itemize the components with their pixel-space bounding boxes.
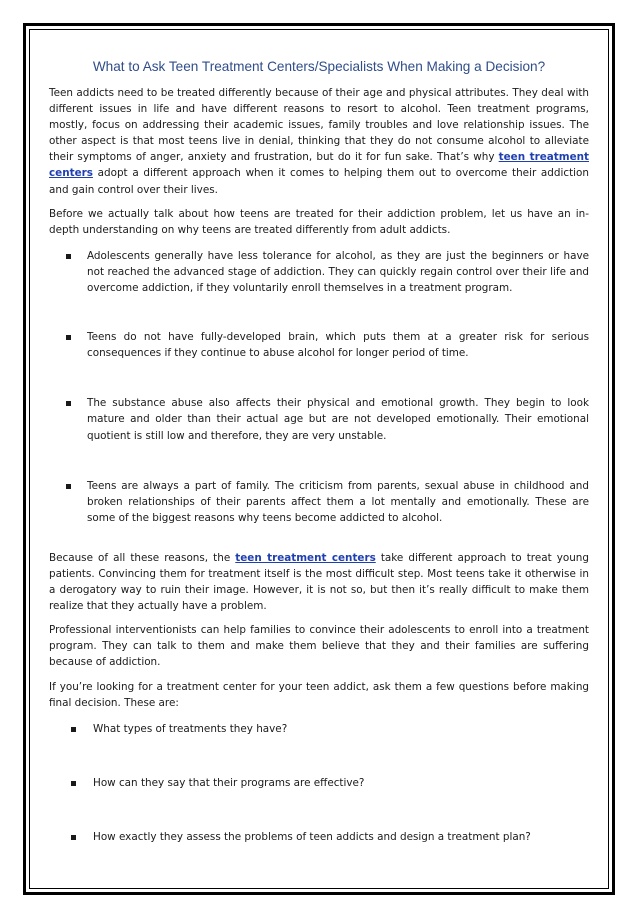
paragraph-questions-intro: If you’re looking for a treatment center for your teen addict, ask them a few questions before making final decision. These are: (49, 680, 589, 709)
bullet-icon (66, 254, 71, 259)
list-item: Teens are always a part of family. The criticism from parents, sexual abuse in childhood and broken relationships of their parents affect them a lot mentally and emotionally. These are some of the biggest reasons why teens become addicted to alcohol. (49, 478, 589, 526)
paragraph-understanding: Before we actually talk about how teens are treated for their addiction problem, let us have an in-depth understanding on why teens are treated differently from adult addicts. (49, 207, 589, 236)
list-item: The substance abuse also affects their physical and emotional growth. They begin to look mature and older than their actual age but are not developed emotionally. Their emotional quotient is still low and therefore, they are very unstable. (49, 395, 589, 443)
paragraph-reasons-text-b: take different approach to treat young patients. Convincing them for treatment itself is the most difficult step. Most teens take it otherwise in a derogatory way to ruin their image. However, it is not so, but then it’s really difficult to make them realize that they actually have a problem. (49, 551, 589, 613)
list-item: How exactly they assess the problems of teen addicts and design a treatment plan? (49, 829, 589, 845)
paragraph-intro-text-a: Teen addicts need to be treated differently because of their age and physical attributes. They deal with different issues in life and have different reasons to resort to alcohol. Teen treatment programs, mostly, focus on addressing their academic issues, family troubles and love relationship issues. The other aspect is that most teens live in denial, thinking that they do not consume alcohol to alleviate their symptoms of anger, anxiety and frustration, but do it for fun sake. That’s why (49, 87, 589, 164)
bullet-icon (71, 727, 76, 732)
list-item: Teens do not have fully-developed brain, which puts them at a greater risk for serious consequences if they continue to abuse alcohol for longer period of time. (49, 329, 589, 361)
document-title: What to Ask Teen Treatment Centers/Specialists When Making a Decision? (92, 59, 546, 74)
list-item: How can they say that their programs are effective? (49, 775, 589, 791)
paragraph-intro-text-b: adopt a different approach when it comes to helping them out to overcome their addiction and gain control over their lives. (49, 167, 589, 196)
paragraph-reasons (49, 550, 589, 614)
paragraph-intro (49, 85, 589, 198)
bullet-icon (71, 781, 76, 786)
list-item: Adolescents generally have less tolerance for alcohol, as they are just the beginners or have not reached the advanced stage of addiction. They can quickly regain control over their life and overcome addiction, if they voluntarily enroll themselves in a treatment program. (49, 248, 589, 296)
questions-list (49, 721, 589, 845)
bullet-icon (66, 401, 71, 406)
teen-treatment-centers-link[interactable]: teen treatment centers (49, 151, 589, 180)
paragraph-interventionists: Professional interventionists can help families to convince their adolescents to enroll into a treatment program. They can talk to them and make them believe that they and their families are suffering because of addiction. (49, 624, 589, 669)
document-body (49, 58, 589, 845)
reasons-list (49, 248, 589, 526)
bullet-icon (66, 335, 71, 340)
teen-treatment-centers-link[interactable]: teen treatment centers (235, 551, 376, 564)
paragraph-reasons-text-a: Because of all these reasons, the (49, 551, 236, 564)
list-item: What types of treatments they have? (49, 721, 589, 737)
bullet-icon (66, 484, 71, 489)
bullet-icon (71, 835, 76, 840)
